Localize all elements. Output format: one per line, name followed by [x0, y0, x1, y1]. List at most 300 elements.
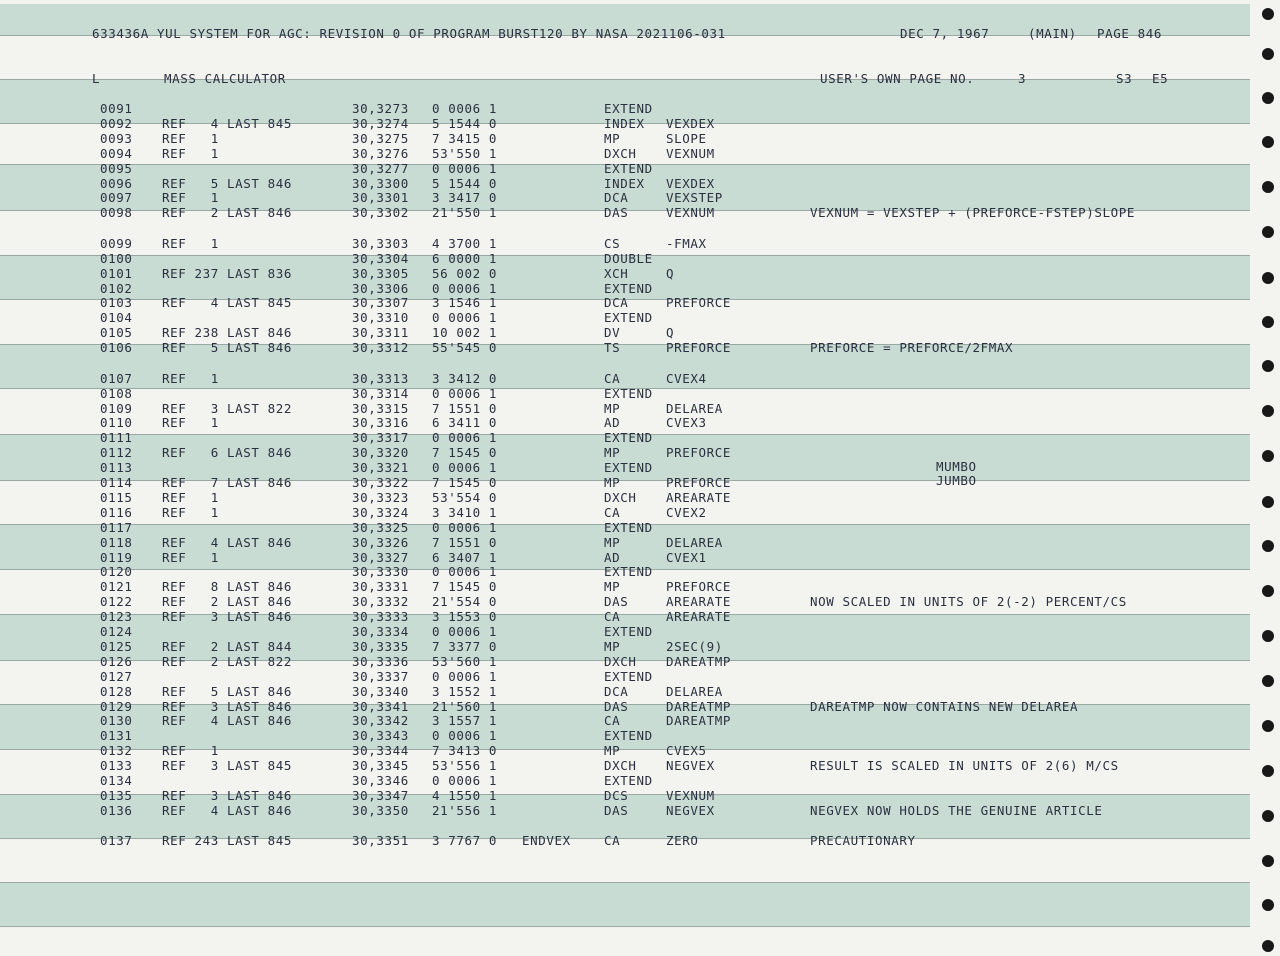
- address-cell: 30,3275: [352, 130, 409, 146]
- opcode: EXTEND: [604, 624, 653, 639]
- opcode: DXCH: [604, 653, 637, 669]
- ref-column: REF 1: [162, 415, 219, 431]
- feed-hole-icon: [1262, 181, 1274, 193]
- address-cell: 30,3343: [352, 728, 409, 744]
- address-cell: 30,3321: [352, 460, 409, 476]
- feed-hole-icon: [1262, 496, 1274, 508]
- operand: Q: [666, 325, 675, 341]
- octal-word: 0 0006 1: [432, 460, 498, 476]
- operand: VEXSTEP: [666, 190, 723, 206]
- opcode: DAS: [604, 802, 629, 818]
- address-cell: 30,3340: [352, 683, 409, 699]
- line-number: 0133: [100, 758, 133, 774]
- header-page-number: PAGE 846: [1097, 26, 1163, 41]
- operand: -FMAX: [666, 235, 707, 251]
- address-cell: 30,3334: [352, 624, 409, 639]
- feed-hole-icon: [1262, 675, 1274, 687]
- operand: VEXDEX: [666, 175, 715, 191]
- comment: PRECAUTIONARY: [810, 833, 916, 849]
- octal-word: 0 0006 1: [432, 160, 498, 176]
- address-cell: 30,3314: [352, 385, 409, 401]
- listing-row: [0, 266, 1250, 281]
- feed-hole-icon: [1262, 940, 1274, 952]
- opcode: MP: [604, 743, 621, 759]
- e-code: E5: [1152, 71, 1169, 86]
- octal-word: 5 1544 0: [432, 115, 498, 131]
- address-cell: 30,3277: [352, 160, 409, 176]
- octal-word: 3 3417 0: [432, 190, 498, 206]
- ref-column: REF 4 LAST 845: [162, 295, 293, 311]
- feed-hole-icon: [1262, 810, 1274, 822]
- s-code: S3: [1116, 71, 1133, 86]
- operand: DELAREA: [666, 400, 723, 416]
- line-number: 0131: [100, 728, 133, 744]
- octal-word: 6 0000 1: [432, 250, 498, 266]
- ref-column: REF 2 LAST 822: [162, 653, 293, 669]
- address-cell: 30,3330: [352, 564, 409, 580]
- opcode: INDEX: [604, 115, 645, 131]
- address-cell: 30,3351: [352, 833, 409, 849]
- line-number: 0091: [100, 101, 133, 116]
- program-header: 633436A YUL SYSTEM FOR AGC: REVISION 0 OF PROGRAM BURST120 BY NASA 2021106-031: [92, 26, 726, 41]
- side-note-mumbo: MUMBO: [936, 459, 977, 474]
- listing-row: [0, 654, 1250, 669]
- listing-row: [0, 430, 1250, 445]
- octal-word: 3 7767 0: [432, 833, 498, 849]
- address-cell: 30,3276: [352, 145, 409, 161]
- listing-row: [0, 415, 1250, 430]
- opcode: TS: [604, 340, 621, 356]
- operand: VEXNUM: [666, 145, 715, 161]
- listing-row: [0, 371, 1250, 386]
- section-title: MASS CALCULATOR: [164, 71, 286, 86]
- listing-row: [0, 564, 1250, 579]
- ref-column: REF 1: [162, 145, 219, 161]
- feed-hole-icon: [1262, 92, 1274, 104]
- listing-row: [0, 788, 1250, 803]
- opcode: CS: [604, 235, 621, 251]
- address-cell: 30,3301: [352, 190, 409, 206]
- opcode: MP: [604, 445, 621, 461]
- listing-row: [0, 550, 1250, 565]
- feed-hole-icon: [1262, 8, 1274, 20]
- opcode: DXCH: [604, 758, 637, 774]
- address-cell: 30,3305: [352, 265, 409, 281]
- line-number: 0123: [100, 609, 133, 625]
- opcode: MP: [604, 400, 621, 416]
- address-cell: 30,3346: [352, 773, 409, 788]
- operand: CVEX1: [666, 549, 707, 565]
- line-number: 0099: [100, 235, 133, 251]
- listing-row: [0, 190, 1250, 205]
- line-number: 0117: [100, 519, 133, 535]
- listing-row: [0, 684, 1250, 699]
- octal-word: 0 0006 1: [432, 430, 498, 446]
- feed-hole-icon: [1262, 226, 1274, 238]
- line-number: 0093: [100, 130, 133, 146]
- ref-column: REF 1: [162, 743, 219, 759]
- line-number: 0137: [100, 833, 133, 849]
- listing-row: [0, 176, 1250, 191]
- listing-row: [0, 609, 1250, 624]
- listing-row: [0, 340, 1250, 355]
- octal-word: 53'560 1: [432, 653, 498, 669]
- opcode: EXTEND: [604, 668, 653, 684]
- line-number: 0102: [100, 280, 133, 296]
- opcode: DOUBLE: [604, 250, 653, 266]
- line-number: 0107: [100, 370, 133, 386]
- listing-row: [0, 713, 1250, 728]
- opcode: MP: [604, 475, 621, 490]
- opcode: EXTEND: [604, 728, 653, 744]
- address-cell: 30,3315: [352, 400, 409, 416]
- line-number: 0113: [100, 460, 133, 476]
- operand: DAREATMP: [666, 653, 732, 669]
- comment: NOW SCALED IN UNITS OF 2(-2) PERCENT/CS: [810, 594, 1127, 610]
- listing-row: [0, 505, 1250, 520]
- opcode: INDEX: [604, 175, 645, 191]
- address-cell: 30,3342: [352, 713, 409, 729]
- listing-row: [0, 773, 1250, 788]
- opcode: DXCH: [604, 145, 637, 161]
- operand: SLOPE: [666, 130, 707, 146]
- operand: NEGVEX: [666, 758, 715, 774]
- listing-row: [0, 146, 1250, 161]
- octal-word: 21'556 1: [432, 802, 498, 818]
- address-cell: 30,3311: [352, 325, 409, 341]
- opcode: EXTEND: [604, 773, 653, 788]
- listing-row: [0, 161, 1250, 176]
- feed-hole-icon: [1262, 720, 1274, 732]
- feed-hole-icon: [1262, 630, 1274, 642]
- address-cell: 30,3312: [352, 340, 409, 356]
- address-cell: 30,3317: [352, 430, 409, 446]
- opcode: DAS: [604, 698, 629, 714]
- address-cell: 30,3344: [352, 743, 409, 759]
- ref-column: REF 1: [162, 235, 219, 251]
- operand: DAREATMP: [666, 698, 732, 714]
- operand: PREFORCE: [666, 340, 732, 356]
- line-number: 0136: [100, 802, 133, 818]
- listing-row: [0, 579, 1250, 594]
- ref-column: REF 4 LAST 845: [162, 115, 293, 131]
- listing-row: [0, 639, 1250, 654]
- opcode: EXTEND: [604, 310, 653, 326]
- feed-hole-icon: [1262, 765, 1274, 777]
- ref-column: REF 1: [162, 370, 219, 386]
- line-number: 0108: [100, 385, 133, 401]
- comment: DAREATMP NOW CONTAINS NEW DELAREA: [810, 698, 1079, 714]
- listing-row: [0, 460, 1250, 475]
- feed-hole-icon: [1262, 272, 1274, 284]
- operand: PREFORCE: [666, 579, 732, 595]
- ref-column: REF 1: [162, 130, 219, 146]
- opcode: MP: [604, 534, 621, 550]
- line-number: 0105: [100, 325, 133, 341]
- listing-row: [0, 131, 1250, 146]
- ref-column: REF 1: [162, 549, 219, 565]
- listing-row: [0, 205, 1250, 220]
- octal-word: 7 1545 0: [432, 475, 498, 490]
- users-page-number: 3: [1018, 71, 1027, 86]
- listing-row: [0, 728, 1250, 743]
- operand: PREFORCE: [666, 445, 732, 461]
- line-number: 0101: [100, 265, 133, 281]
- address-cell: 30,3310: [352, 310, 409, 326]
- opcode: CA: [604, 713, 621, 729]
- line-number: 0094: [100, 145, 133, 161]
- listing-row: [0, 594, 1250, 609]
- opcode: DAS: [604, 205, 629, 221]
- opcode: DCA: [604, 295, 629, 311]
- address-cell: 30,3336: [352, 653, 409, 669]
- octal-word: 0 0006 1: [432, 385, 498, 401]
- feed-hole-icon: [1262, 450, 1274, 462]
- octal-word: 3 3410 1: [432, 504, 498, 520]
- octal-word: 4 1550 1: [432, 787, 498, 803]
- line-number: 0119: [100, 549, 133, 565]
- feed-hole-icon: [1262, 136, 1274, 148]
- line-number: 0115: [100, 489, 133, 505]
- operand: PREFORCE: [666, 295, 732, 311]
- opcode: CA: [604, 370, 621, 386]
- listing-row: [0, 743, 1250, 758]
- opcode: EXTEND: [604, 564, 653, 580]
- address-cell: 30,3316: [352, 415, 409, 431]
- ref-column: REF 2 LAST 846: [162, 205, 293, 221]
- operand: PREFORCE: [666, 475, 732, 490]
- ref-column: REF 3 LAST 846: [162, 787, 293, 803]
- opcode: MP: [604, 130, 621, 146]
- feed-hole-icon: [1262, 540, 1274, 552]
- octal-word: 7 3415 0: [432, 130, 498, 146]
- ref-column: REF 2 LAST 846: [162, 594, 293, 610]
- statement-label: ENDVEX: [522, 833, 571, 849]
- octal-word: 6 3411 0: [432, 415, 498, 431]
- ref-column: REF 4 LAST 846: [162, 534, 293, 550]
- octal-word: 0 0006 1: [432, 101, 498, 116]
- listing-row: [0, 281, 1250, 296]
- listing-row: [0, 236, 1250, 251]
- address-cell: 30,3341: [352, 698, 409, 714]
- opcode: DCS: [604, 787, 629, 803]
- ref-column: REF 3 LAST 846: [162, 609, 293, 625]
- address-cell: 30,3345: [352, 758, 409, 774]
- green-bar: [0, 882, 1250, 926]
- operand: CVEX2: [666, 504, 707, 520]
- line-number: 0126: [100, 653, 133, 669]
- address-cell: 30,3325: [352, 519, 409, 535]
- octal-word: 7 3413 0: [432, 743, 498, 759]
- line-number: 0092: [100, 115, 133, 131]
- ref-column: REF 237 LAST 836: [162, 265, 293, 281]
- line-number: 0104: [100, 310, 133, 326]
- octal-word: 3 3412 0: [432, 370, 498, 386]
- feed-hole-icon: [1262, 405, 1274, 417]
- address-cell: 30,3332: [352, 594, 409, 610]
- operand: AREARATE: [666, 594, 732, 610]
- line-number: 0134: [100, 773, 133, 788]
- opcode: DV: [604, 325, 621, 341]
- opcode: DAS: [604, 594, 629, 610]
- opcode: EXTEND: [604, 101, 653, 116]
- listing-row: [0, 520, 1250, 535]
- listing-row: [0, 669, 1250, 684]
- address-cell: 30,3350: [352, 802, 409, 818]
- octal-word: 3 1553 0: [432, 609, 498, 625]
- listing-row: [0, 295, 1250, 310]
- octal-word: 21'550 1: [432, 205, 498, 221]
- ref-column: REF 5 LAST 846: [162, 683, 293, 699]
- opcode: CA: [604, 504, 621, 520]
- address-cell: 30,3333: [352, 609, 409, 625]
- address-cell: 30,3313: [352, 370, 409, 386]
- ref-column: REF 1: [162, 190, 219, 206]
- opcode: AD: [604, 415, 621, 431]
- ref-column: REF 7 LAST 846: [162, 475, 293, 490]
- users-page-label: USER'S OWN PAGE NO.: [820, 71, 975, 86]
- octal-word: 0 0006 1: [432, 564, 498, 580]
- opcode: DXCH: [604, 489, 637, 505]
- address-cell: 30,3337: [352, 668, 409, 684]
- address-cell: 30,3274: [352, 115, 409, 131]
- line-number: 0121: [100, 579, 133, 595]
- listing-row: [0, 325, 1250, 340]
- address-cell: 30,3273: [352, 101, 409, 116]
- listing-row: [0, 699, 1250, 714]
- feed-hole-icon: [1262, 899, 1274, 911]
- line-number: 0103: [100, 295, 133, 311]
- octal-word: 53'550 1: [432, 145, 498, 161]
- operand: NEGVEX: [666, 802, 715, 818]
- opcode: EXTEND: [604, 460, 653, 476]
- listing-row: [0, 624, 1250, 639]
- listing-row: [0, 833, 1250, 848]
- ref-column: REF 4 LAST 846: [162, 802, 293, 818]
- ref-column: REF 6 LAST 846: [162, 445, 293, 461]
- octal-word: 10 002 1: [432, 325, 498, 341]
- address-cell: 30,3326: [352, 534, 409, 550]
- operand: CVEX5: [666, 743, 707, 759]
- octal-word: 3 1546 1: [432, 295, 498, 311]
- octal-word: 0 0006 1: [432, 624, 498, 639]
- octal-word: 3 1557 1: [432, 713, 498, 729]
- ref-column: REF 1: [162, 504, 219, 520]
- line-number: 0100: [100, 250, 133, 266]
- octal-word: 6 3407 1: [432, 549, 498, 565]
- line-number: 0109: [100, 400, 133, 416]
- ref-column: REF 5 LAST 846: [162, 175, 293, 191]
- operand: DELAREA: [666, 534, 723, 550]
- opcode: EXTEND: [604, 430, 653, 446]
- octal-word: 0 0006 1: [432, 773, 498, 788]
- line-number: 0135: [100, 787, 133, 803]
- ref-column: REF 4 LAST 846: [162, 713, 293, 729]
- ref-column: REF 3 LAST 822: [162, 400, 293, 416]
- octal-word: 21'560 1: [432, 698, 498, 714]
- ref-column: REF 3 LAST 846: [162, 698, 293, 714]
- ref-column: REF 238 LAST 846: [162, 325, 293, 341]
- octal-word: 56 002 0: [432, 265, 498, 281]
- side-note-jumbo: JUMBO: [936, 473, 977, 488]
- octal-word: 7 1545 0: [432, 579, 498, 595]
- opcode: CA: [604, 609, 621, 625]
- line-number: 0129: [100, 698, 133, 714]
- address-cell: 30,3300: [352, 175, 409, 191]
- address-cell: 30,3307: [352, 295, 409, 311]
- ref-column: REF 8 LAST 846: [162, 579, 293, 595]
- address-cell: 30,3327: [352, 549, 409, 565]
- header-date: DEC 7, 1967: [900, 26, 990, 41]
- operand: CVEX4: [666, 370, 707, 386]
- listing-row: [0, 101, 1250, 116]
- line-number: 0122: [100, 594, 133, 610]
- opcode: AD: [604, 549, 621, 565]
- line-number: 0111: [100, 430, 133, 446]
- line-number: 0116: [100, 504, 133, 520]
- comment: RESULT IS SCALED IN UNITS OF 2(6) M/CS: [810, 758, 1119, 774]
- comment: VEXNUM = VEXSTEP + (PREFORCE-FSTEP)SLOPE: [810, 205, 1136, 221]
- opcode: EXTEND: [604, 280, 653, 296]
- octal-word: 7 1545 0: [432, 445, 498, 461]
- address-cell: 30,3322: [352, 475, 409, 490]
- octal-word: 0 0006 1: [432, 310, 498, 326]
- line-number: 0096: [100, 175, 133, 191]
- address-cell: 30,3335: [352, 638, 409, 654]
- line-number: 0097: [100, 190, 133, 206]
- comment: PREFORCE = PREFORCE/2FMAX: [810, 340, 1014, 356]
- operand: AREARATE: [666, 609, 732, 625]
- address-cell: 30,3331: [352, 579, 409, 595]
- feed-hole-icon: [1262, 585, 1274, 597]
- octal-word: 0 0006 1: [432, 728, 498, 744]
- octal-word: 5 1544 0: [432, 175, 498, 191]
- opcode: MP: [604, 579, 621, 595]
- octal-word: 7 3377 0: [432, 638, 498, 654]
- line-number: 0118: [100, 534, 133, 550]
- line-number: 0110: [100, 415, 133, 431]
- octal-word: 7 1551 0: [432, 400, 498, 416]
- operand: CVEX3: [666, 415, 707, 431]
- address-cell: 30,3347: [352, 787, 409, 803]
- listing-row: [0, 803, 1250, 818]
- ref-column: REF 2 LAST 844: [162, 638, 293, 654]
- line-number: 0125: [100, 638, 133, 654]
- line-number: 0132: [100, 743, 133, 759]
- line-number: 0128: [100, 683, 133, 699]
- operand: DAREATMP: [666, 713, 732, 729]
- octal-word: 53'554 0: [432, 489, 498, 505]
- octal-word: 0 0006 1: [432, 668, 498, 684]
- line-number: 0120: [100, 564, 133, 580]
- listing-row: [0, 490, 1250, 505]
- listing-row: [0, 475, 1250, 490]
- ref-column: REF 243 LAST 845: [162, 833, 293, 849]
- opcode: XCH: [604, 265, 629, 281]
- line-number: 0098: [100, 205, 133, 221]
- line-number: 0114: [100, 475, 133, 490]
- octal-word: 55'545 0: [432, 340, 498, 356]
- ref-column: REF 1: [162, 489, 219, 505]
- opcode: CA: [604, 833, 621, 849]
- operand: VEXDEX: [666, 115, 715, 131]
- address-cell: 30,3304: [352, 250, 409, 266]
- line-number: 0127: [100, 668, 133, 684]
- line-number: 0106: [100, 340, 133, 356]
- listing-row: [0, 251, 1250, 266]
- ref-column: REF 3 LAST 845: [162, 758, 293, 774]
- listing-row: [0, 116, 1250, 131]
